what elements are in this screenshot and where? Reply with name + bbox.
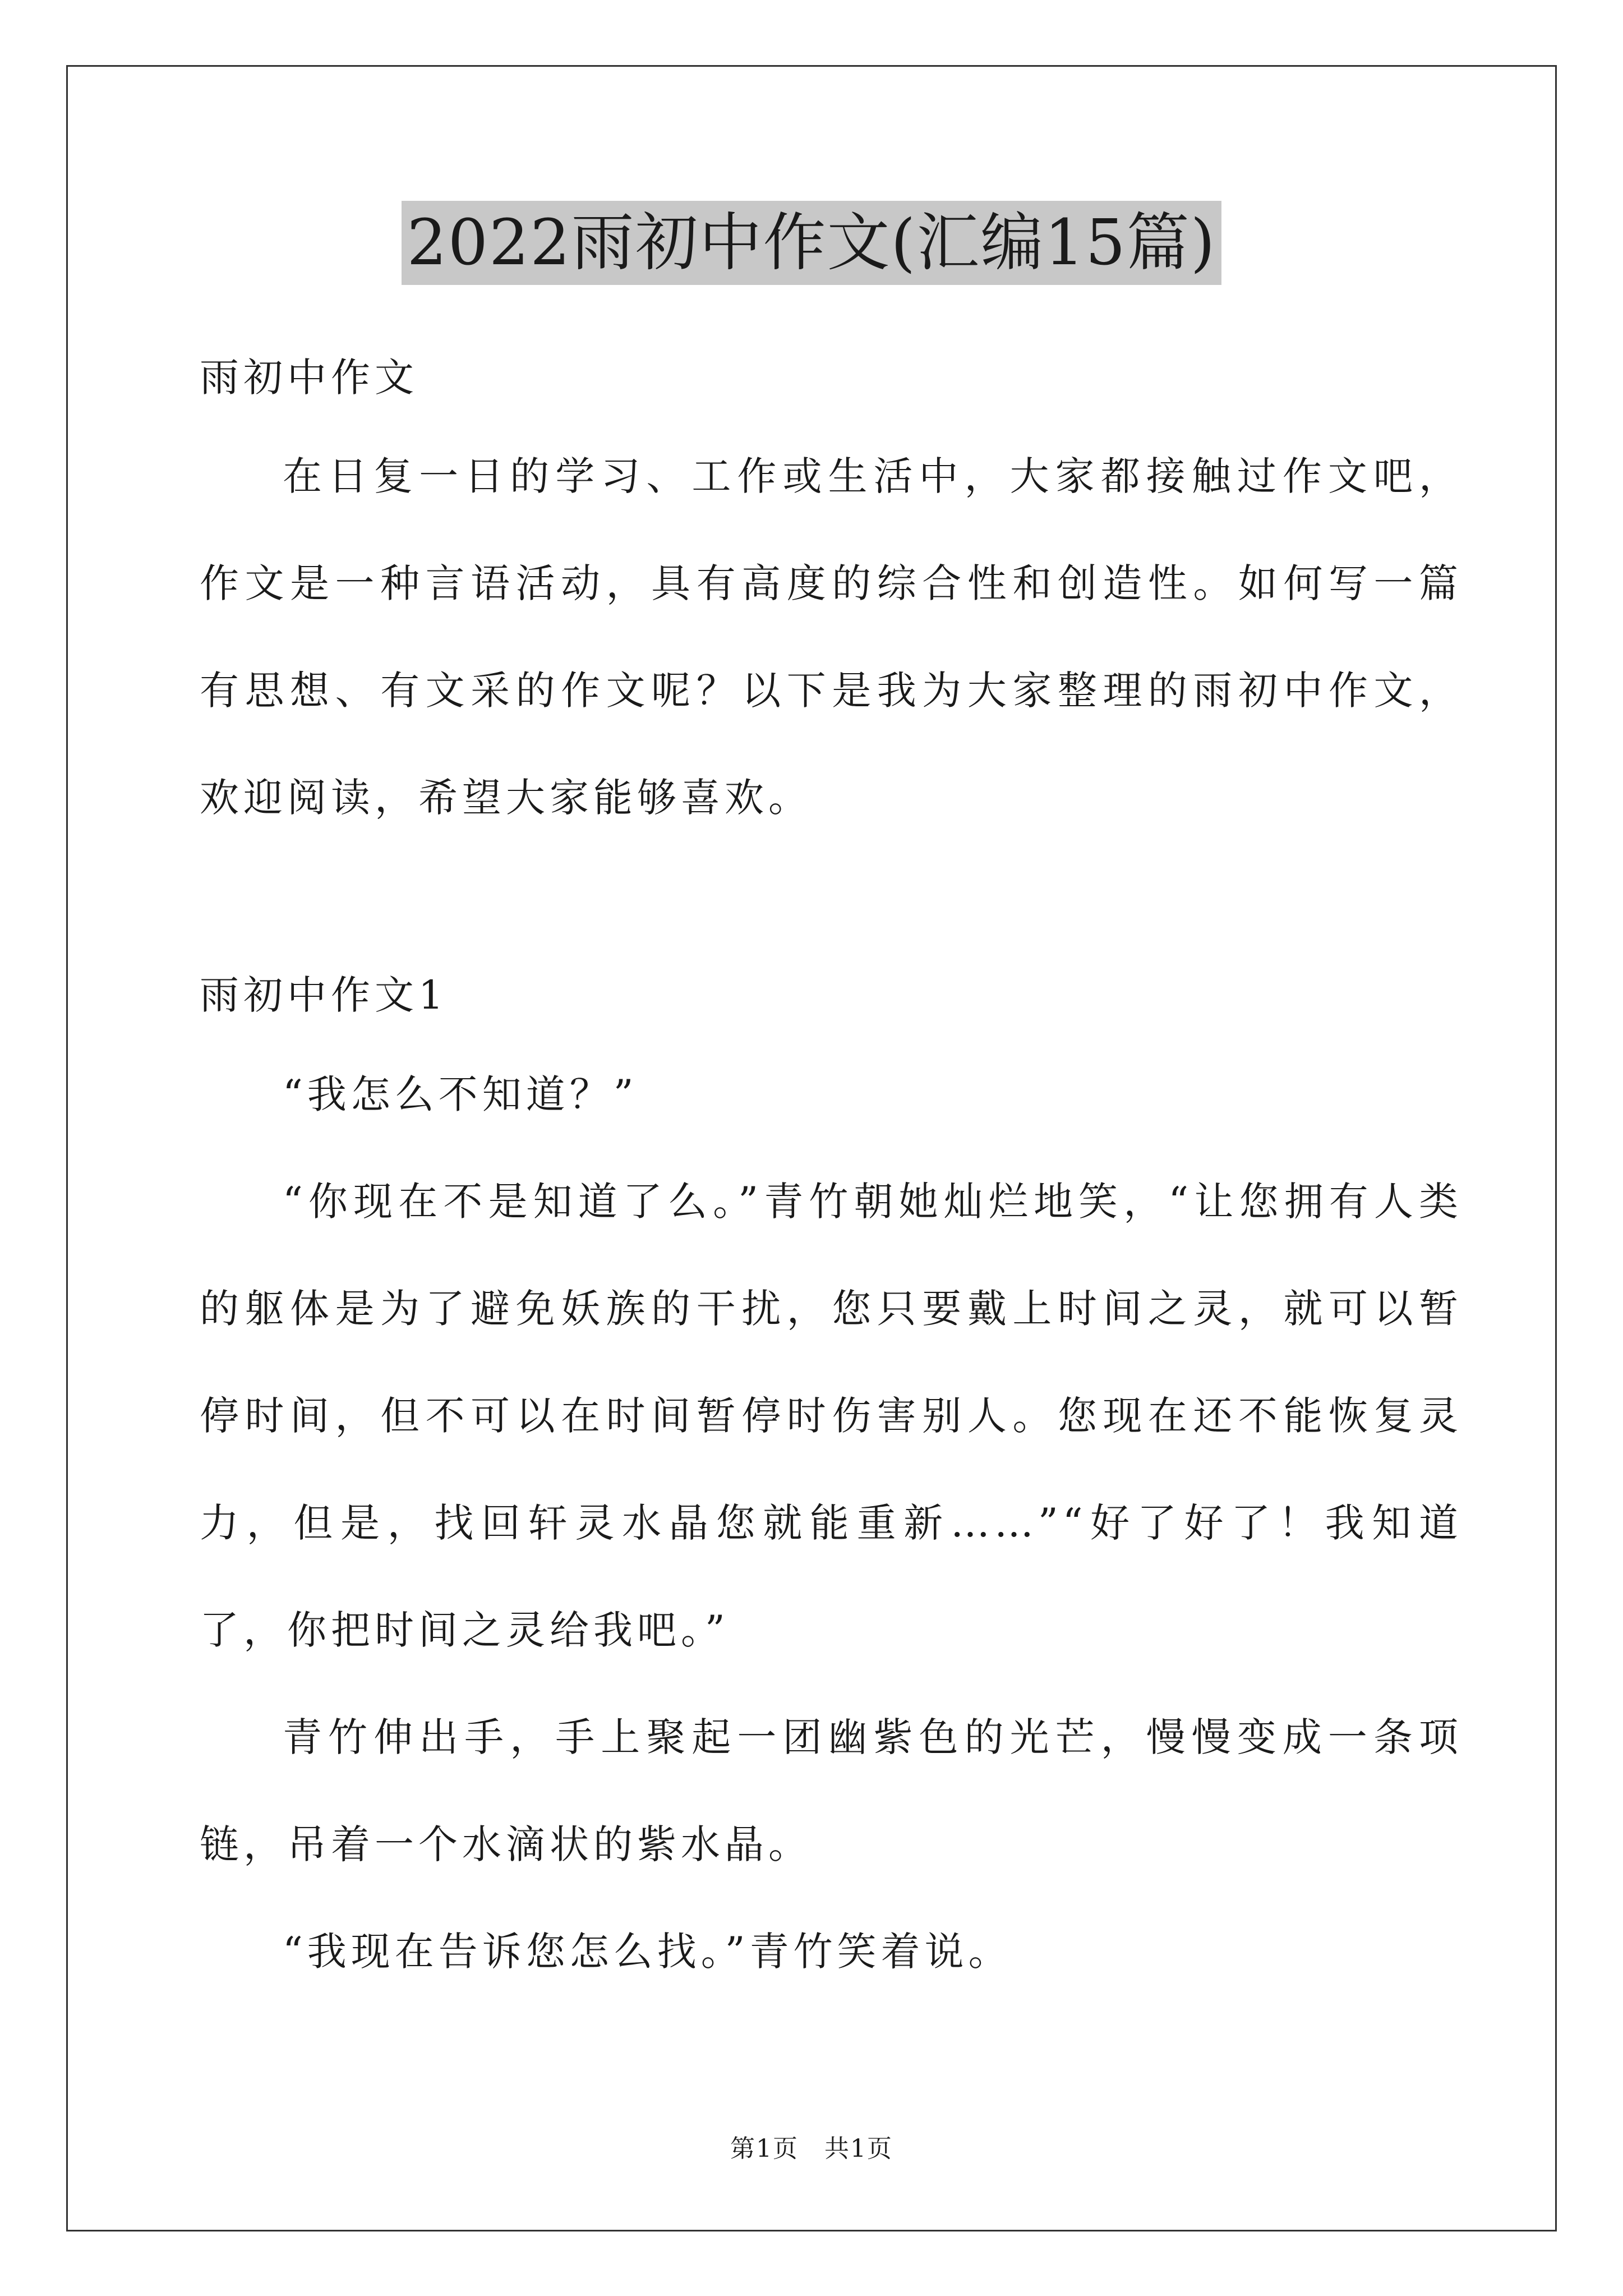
paragraph: 青竹伸出手，手上聚起一团幽紫色的光芒，慢慢变成一条项链，吊着一个水滴状的紫水晶。 — [200, 1714, 1463, 1867]
page-footer: 第1页 共1页 — [730, 2134, 893, 2163]
document-body — [200, 307, 1463, 2005]
intro-heading: 雨初中作文 — [200, 355, 418, 401]
title-container — [0, 201, 1623, 285]
paragraph: “我怎么不知道？” — [283, 1071, 638, 1117]
intro-paragraph: 在日复一日的学习、工作或生活中，大家都接触过作文吧，作文是一种言语活动，具有高度的综合性和创造性。如何写一篇有思想、有文采的作文呢？以下是我为大家整理的雨初中作文，欢迎阅读，希望大家能够喜欢。 — [200, 453, 1463, 821]
section-heading: 雨初中作文1 — [200, 972, 448, 1018]
paragraph: “你现在不是知道了么。”青竹朝她灿烂地笑，“让您拥有人类的躯体是为了避免妖族的干扰，您只要戴上时间之灵，就可以暂停时间，但不可以在时间暂停时伤害别人。您现在还不能恢复灵力，但是，找回轩灵水晶您就能重新……”“好了好了！我知道了，你把时间之灵给我吧。” — [200, 1179, 1463, 1653]
document-title: 2022雨初中作文(汇编15篇) — [402, 201, 1222, 285]
paragraph: “我现在告诉您怎么找。”青竹笑着说。 — [283, 1929, 1012, 1975]
